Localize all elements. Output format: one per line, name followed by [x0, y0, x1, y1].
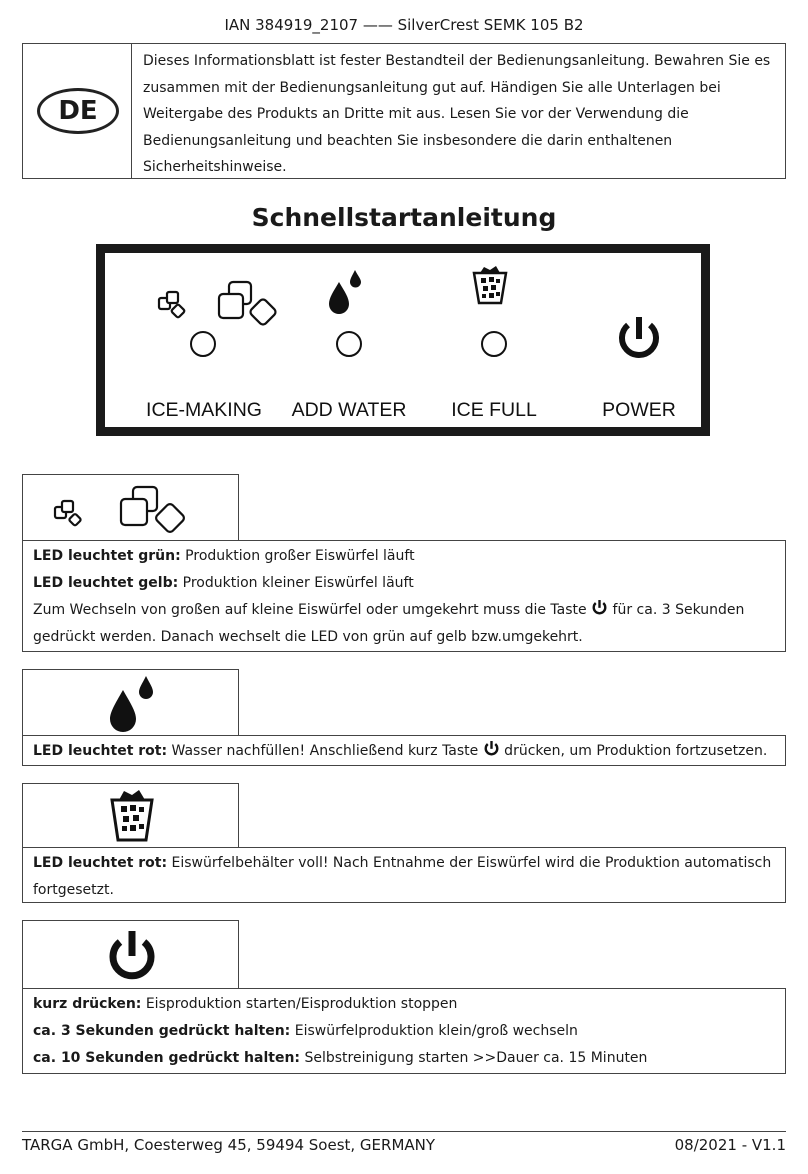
ice-green-label: LED leuchtet grün:: [33, 548, 181, 564]
ice-switch-text-2: gedrückt werden. Danach wechselt die LED von grün auf gelb bzw.umgekehrt.: [33, 629, 583, 645]
add-water-icon-cell: [22, 669, 239, 735]
ice-switch-text-end: für ca. 3 Sekunden: [608, 602, 745, 618]
short-press-label: kurz drücken:: [33, 996, 142, 1012]
ice-full-icon-cell: [22, 783, 239, 847]
water-red-label: LED leuchtet rot:: [33, 743, 168, 759]
add-water-label: ADD WATER: [291, 399, 407, 421]
ice-cubes-icon: [153, 278, 283, 338]
hold-3s-label: ca. 3 Sekunden gedrückt halten:: [33, 1023, 291, 1039]
ice-green-text: Produktion großer Eiswürfel läuft: [180, 548, 415, 564]
ice-making-label: ICE-MAKING: [146, 399, 262, 421]
full-text: Eiswürfelbehälter voll! Nach Entnahme der Eiswürfel wird die Produktion automatisch: [167, 855, 772, 871]
document-header: IAN 384919_2107 —— SilverCrest SEMK 105 B2: [224, 16, 584, 34]
power-icon: [105, 927, 159, 983]
footer-address: TARGA GmbH, Coesterweg 45, 59494 Soest, GERMANY: [22, 1136, 436, 1154]
short-press-text: Eisproduktion starten/Eisproduktion stoppen: [141, 996, 458, 1012]
hold-10s-text: Selbstreinigung starten >>Dauer ca. 15 Minuten: [300, 1050, 648, 1066]
language-badge: DE: [37, 88, 119, 134]
water-drops-icon: [325, 268, 365, 314]
control-panel: [96, 244, 710, 436]
full-red-label: LED leuchtet rot:: [33, 855, 168, 871]
ice-bucket-icon: [470, 265, 510, 307]
page-title: Schnellstartanleitung: [251, 203, 557, 232]
footer-version: 08/2021 - V1.1: [674, 1136, 786, 1154]
intro-box: [22, 43, 786, 179]
power-icon: [591, 599, 608, 616]
ice-making-led: [190, 331, 216, 357]
water-drops-icon: [105, 674, 159, 732]
control-panel-face: [105, 253, 701, 427]
power-icon[interactable]: [614, 313, 664, 363]
ice-full-description: [22, 847, 786, 903]
power-icon: [483, 740, 500, 757]
power-label: POWER: [602, 399, 676, 421]
ice-yellow-text: Produktion kleiner Eiswürfel läuft: [178, 575, 414, 591]
ice-making-icon-cell: [22, 474, 239, 540]
footer-divider: [22, 1131, 786, 1132]
intro-text: Dieses Informationsblatt ist fester Bestandteil der Bedienungsanleitung. Bewahren Sie es zusammen mit der Bedienungsanleitung gut auf. Händigen Sie alle Unterlagen bei Weitergabe des Produkts an Dritte mit aus. Lesen Sie vor der Verwendung die Bedienungsanleitung und beachten Sie insbesondere die darin enthaltenen Sicherheitshinweise.: [143, 53, 771, 175]
ice-bucket-icon: [107, 788, 157, 844]
power-description: [22, 988, 786, 1074]
language-cell: [23, 44, 132, 178]
ice-switch-text: Zum Wechseln von großen auf kleine Eiswürfel oder umgekehrt muss die Taste: [33, 602, 592, 618]
hold-10s-label: ca. 10 Sekunden gedrückt halten:: [33, 1050, 301, 1066]
hold-3s-text: Eiswürfelproduktion klein/groß wechseln: [290, 1023, 578, 1039]
ice-yellow-label: LED leuchtet gelb:: [33, 575, 179, 591]
water-text: Wasser nachfüllen! Anschließend kurz Taste: [167, 743, 483, 759]
add-water-led: [336, 331, 362, 357]
add-water-description: [22, 735, 786, 766]
water-text-end: drücken, um Produktion fortzusetzen.: [499, 743, 768, 759]
ice-cubes-icon: [49, 481, 199, 537]
ice-full-label: ICE FULL: [451, 399, 537, 421]
power-icon-cell: [22, 920, 239, 988]
full-text-2: fortgesetzt.: [33, 882, 114, 898]
ice-full-led: [481, 331, 507, 357]
ice-making-description: [22, 540, 786, 652]
